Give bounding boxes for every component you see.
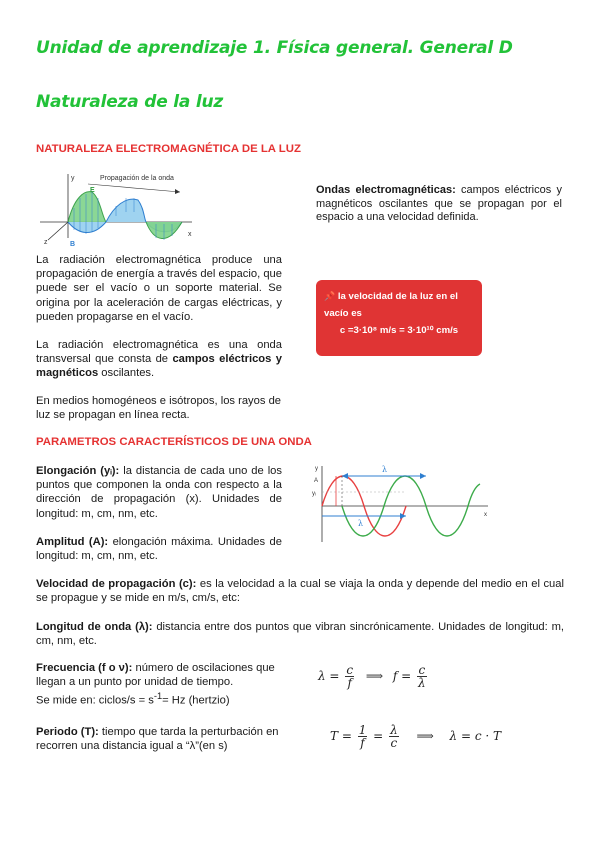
velocidad-definition [36, 577, 564, 605]
velocidad-term: Velocidad de propagación (c): [36, 578, 197, 590]
frecuencia-definition [36, 661, 282, 708]
callout-line1: la velocidad de la luz en el vacío es [324, 291, 458, 319]
formula1-arrow: ⟹ [365, 669, 384, 683]
formula2-num2: λ [390, 723, 398, 737]
velocidad-text: es la velocidad a la cual se viaja la onda y depende del medio en el cual se propague y se mide en m/s, cm/s, etc: [36, 578, 564, 605]
label-lambda-top: λ [382, 465, 388, 474]
formula1-mid: f = [392, 669, 412, 683]
formula2-num1: 1 [358, 723, 367, 737]
frecuencia-term: Frecuencia (f o ν): [36, 662, 133, 674]
ondas-term: Ondas electromagnéticas: [316, 184, 456, 196]
wave-parameters-figure [312, 462, 494, 546]
amplitud-term: Amplitud (A): [36, 536, 109, 548]
formula-lambda-frequency [318, 664, 429, 689]
para-homogeneous: En medios homogéneos e isótropos, los rayos de luz se propagan en línea recta. [36, 395, 282, 422]
elongacion-text: la distancia de cada uno de los puntos que componen la onda con respecto a la dirección de propagación (x). Unidades de longitud: m, cm, nm, etc. [36, 465, 282, 520]
amplitud-definition [36, 535, 282, 563]
para2-bold: campos eléctricos y magnéticos [36, 353, 283, 380]
label-a: A [314, 478, 319, 484]
para2-after: oscilantes. [98, 367, 155, 380]
label-y-axis: y [71, 175, 75, 182]
periodo-term: Periodo (T): [36, 726, 99, 738]
longitud-definition [36, 620, 564, 648]
label-propagation: Propagación de la onda [100, 175, 174, 182]
label-b: B [70, 241, 76, 248]
formula2-rhs: λ = c · T [449, 729, 501, 743]
para2-before: La radiación electromagnética es una onda transversal que consta de [36, 339, 282, 366]
longitud-text: distancia entre dos puntos que vibran sincrónicamente. Unidades de longitud: m, cm, nm, etc. [36, 621, 564, 648]
formula1-den2: λ [418, 676, 426, 690]
para-transversal [36, 338, 282, 381]
frecuencia-units-after: = Hz (hertzio) [162, 695, 230, 708]
formula1-lhs: λ = [318, 669, 340, 683]
ondas-text: campos eléctricos y magnéticos oscilantes que se propagan por el espacio a una velocidad definida. [316, 184, 562, 223]
ondas-definition [316, 184, 562, 225]
periodo-text: tiempo que tarda la perturbación en recorren una distancia igual a “λ”(en s) [36, 726, 279, 753]
section-title-nature: NATURALEZA ELECTROMAGNÉTICA DE LA LUZ [36, 143, 301, 155]
label-z-axis: z [44, 239, 48, 246]
label-e: E [90, 187, 95, 194]
formula2-den1: f [360, 736, 365, 750]
amplitud-text: elongación máxima. Unidades de longitud: m, cm, nm, etc. [36, 536, 282, 563]
longitud-term: Longitud de onda (λ): [36, 621, 153, 633]
frecuencia-units-sup: -1 [153, 691, 163, 702]
formula2-lhs: T = [330, 729, 352, 743]
label-yi: yᵢ [312, 491, 316, 497]
formula1-den1: f [347, 676, 352, 690]
elongacion-term: Elongación (yᵢ): [36, 465, 120, 477]
label-lambda-bottom: λ [358, 519, 364, 528]
frecuencia-text: número de oscilaciones que llegan a un punto por unidad de tiempo. [36, 662, 275, 689]
label-x-axis: x [188, 231, 192, 238]
pin-icon: 📌 [324, 291, 336, 301]
section-title-parameters: PARAMETROS CARACTERÍSTICOS DE UNA ONDA [36, 436, 312, 448]
unit-title: Unidad de aprendizaje 1. Física general. General D [36, 38, 513, 58]
formula2-den2: c [390, 736, 398, 750]
frecuencia-units-before: Se mide en: ciclos/s = s [36, 695, 154, 708]
label-x: x [484, 512, 487, 518]
formula1-num1: c [346, 663, 354, 677]
formula-period [330, 724, 501, 749]
periodo-definition [36, 725, 284, 753]
formula2-eq: = [373, 729, 384, 743]
formula2-arrow: ⟹ [416, 729, 434, 743]
para-radiation: La radiación electromagnética produce una propagación de energía a través del espacio, que puede ser el vacío o un soporte material. Se origina por la aceleración de cargas eléctricas, y pueden propagarse en el vacío. [36, 254, 282, 323]
speed-of-light-callout [316, 280, 482, 356]
topic-title: Naturaleza de la luz [36, 92, 224, 112]
label-y: y [315, 466, 318, 472]
em-wave-figure [30, 168, 200, 248]
elongacion-definition [36, 464, 282, 521]
callout-line2: c =3·10⁸ m/s = 3·10¹⁰ cm/s [339, 325, 459, 336]
formula1-num2: c [418, 663, 426, 677]
